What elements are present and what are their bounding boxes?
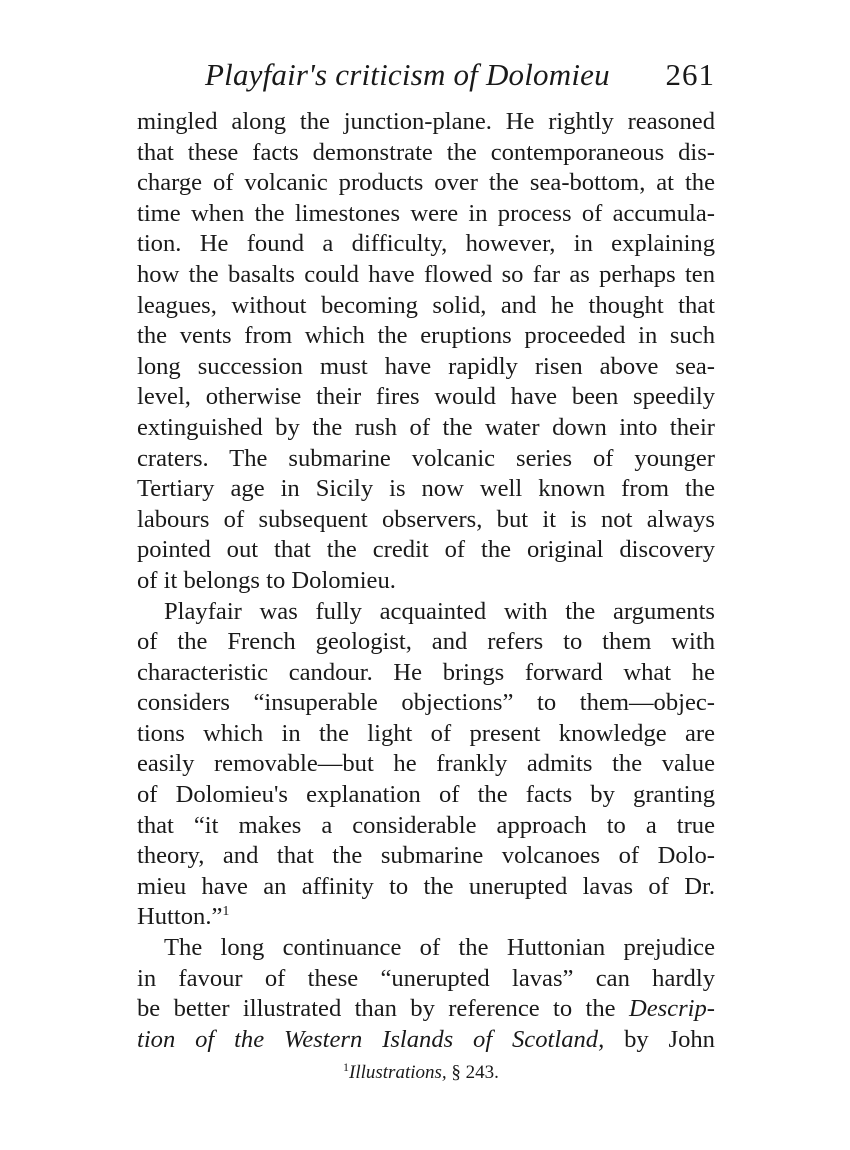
text-line: how the basalts could have flowed so far as perhaps ten [137, 260, 715, 288]
italic-segment: tion of the Western Islands of Scotland, [137, 1025, 605, 1053]
text-line: that “it makes a considerable approach to a true [137, 811, 715, 839]
text-line: labours of subsequent observers, but it is not always [137, 505, 715, 533]
body-text [137, 107, 715, 1055]
text-segment: be better illustrated than by reference to the [137, 995, 616, 1023]
text-line: mingled along the junction-plane. He rightly reasoned [137, 108, 715, 135]
footnote-reference: 1 [222, 904, 230, 920]
footnote-title: Illustrations, [349, 1062, 447, 1083]
page-number: 261 [665, 57, 715, 92]
text-line: pointed out that the credit of the original discovery [137, 536, 715, 564]
text-line: tion. He found a difficulty, however, in explaining [137, 230, 715, 258]
footnote-marker: 1 [343, 1060, 349, 1074]
footnote-ref: § 243. [451, 1062, 499, 1083]
text-line: of the French geologist, and refers to them with [137, 628, 715, 656]
running-head [205, 55, 715, 95]
footnote [343, 1061, 499, 1085]
text-line: of Dolomieu's explanation of the facts by granting [137, 781, 715, 809]
text-line-with-note [137, 902, 715, 933]
text-line: level, otherwise their fires would have been speedily [137, 383, 715, 411]
text-line: Hutton.” [137, 903, 223, 931]
text-line: time when the limestones were in process of accumula- [137, 199, 715, 227]
text-line: tions which in the light of present knowledge are [137, 719, 715, 747]
text-line: theory, and that the submarine volcanoes of Dolo- [137, 842, 715, 870]
text-line: the vents from which the eruptions proceeded in such [137, 322, 715, 350]
text-line: of it belongs to Dolomieu. [137, 566, 396, 594]
text-line: in favour of these “unerupted lavas” can hardly [137, 964, 715, 992]
text-line: long succession must have rapidly risen above sea- [137, 352, 715, 380]
text-line: craters. The submarine volcanic series of younger [137, 444, 715, 472]
text-line: that these facts demonstrate the contemporaneous dis- [137, 138, 715, 166]
text-segment: by John [624, 1025, 715, 1053]
text-line: Tertiary age in Sicily is now well known from the [137, 475, 715, 503]
text-line: Playfair was fully acquainted with the arguments [164, 597, 715, 625]
text-line: easily removable—but he frankly admits the value [137, 750, 715, 778]
text-line-mixed [137, 1025, 715, 1056]
text-line: leagues, without becoming solid, and he thought that [137, 291, 715, 319]
text-line: The long continuance of the Huttonian prejudice [164, 934, 715, 962]
text-line-mixed [137, 994, 715, 1025]
text-line: considers “insuperable objections” to them—objec- [137, 689, 715, 717]
text-line: characteristic candour. He brings forward what he [137, 658, 715, 686]
text-line: charge of volcanic products over the sea-bottom, at the [137, 169, 715, 197]
text-line: mieu have an affinity to the unerupted lavas of Dr. [137, 872, 715, 900]
running-title: Playfair's criticism of Dolomieu [205, 57, 610, 92]
italic-segment: Descrip- [628, 995, 715, 1023]
text-line: extinguished by the rush of the water down into their [137, 413, 715, 441]
